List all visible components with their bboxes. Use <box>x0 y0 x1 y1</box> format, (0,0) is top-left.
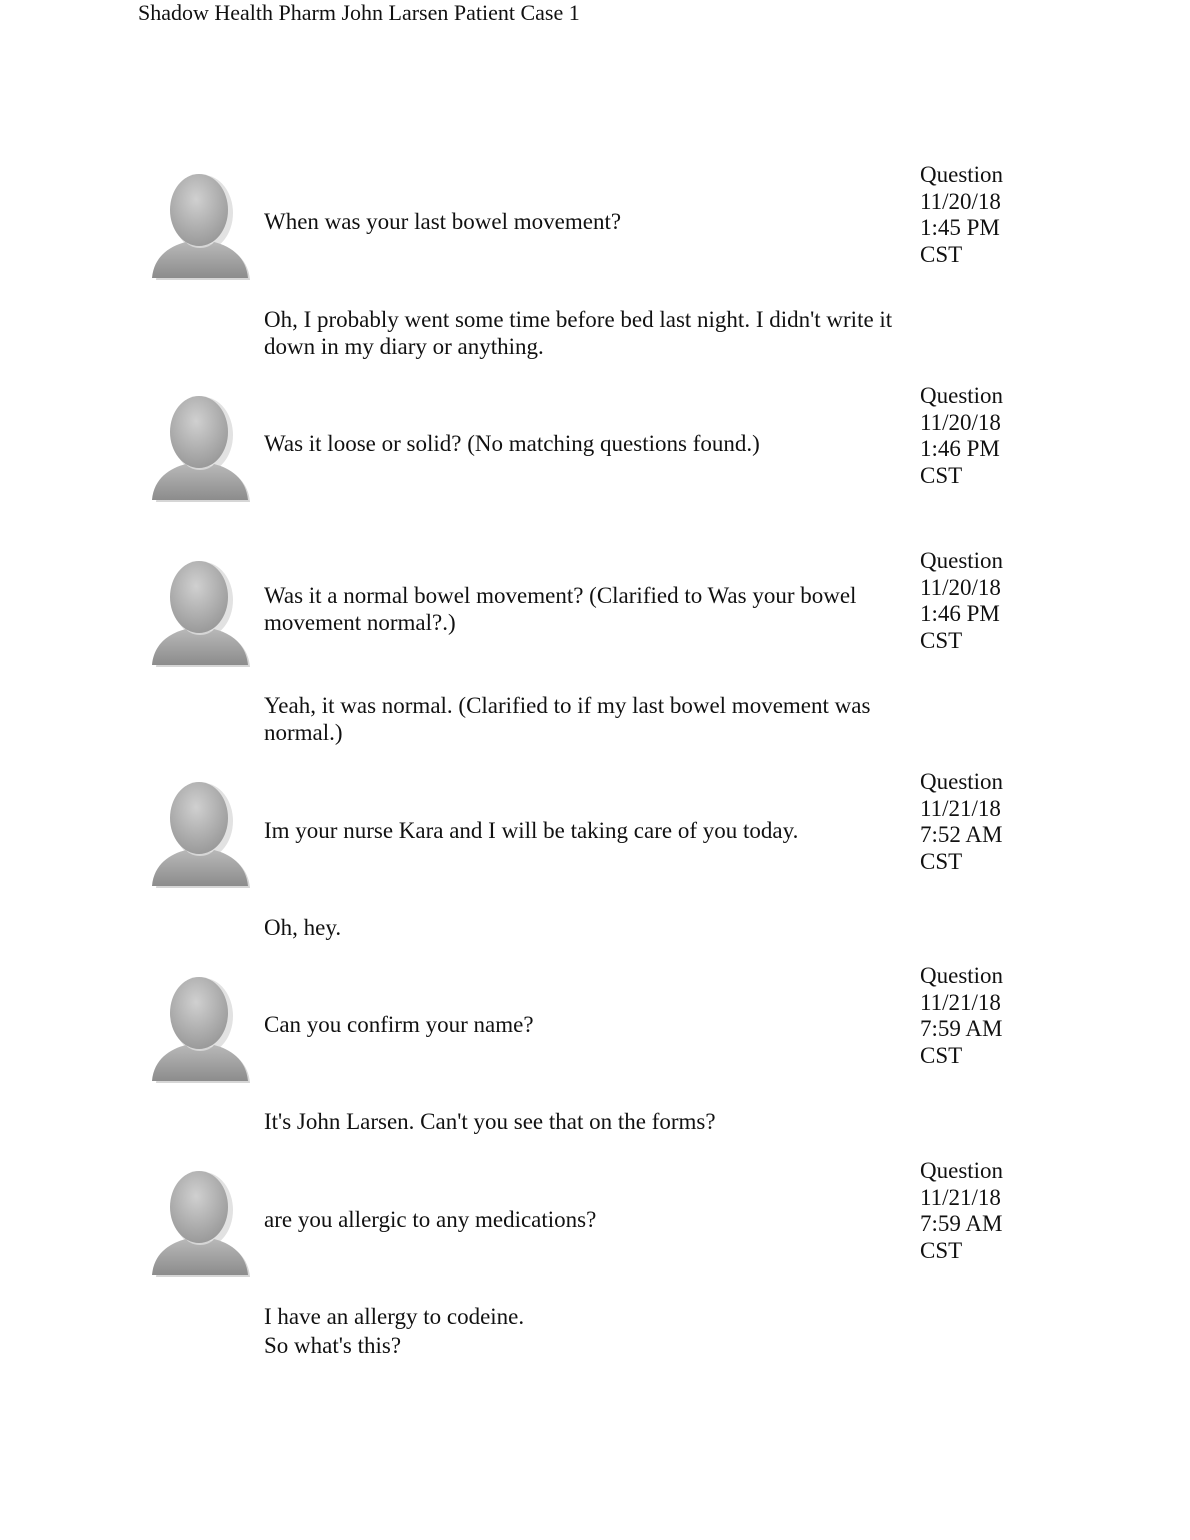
patient-answer <box>264 1302 904 1360</box>
question-text: Was it loose or solid? (No matching questions found.) <box>264 431 760 456</box>
question-text: Im your nurse Kara and I will be taking care of you today. <box>264 818 799 843</box>
question-meta <box>920 963 1030 1069</box>
question-meta <box>920 769 1030 875</box>
user-avatar-icon <box>150 776 250 888</box>
meta-time: 1:45 PM <box>920 215 1000 240</box>
meta-zone: CST <box>920 462 963 488</box>
meta-time: 1:46 PM <box>920 601 1000 626</box>
question-meta <box>920 383 1030 489</box>
meta-type: Question <box>920 1158 1004 1183</box>
patient-answer <box>264 1108 904 1135</box>
patient-answer <box>264 692 904 746</box>
meta-zone: CST <box>920 1042 963 1068</box>
answer-line: Yeah, it was normal. (Clarified to if my last bowel movement was normal.) <box>264 693 871 745</box>
question-meta <box>920 548 1030 654</box>
meta-type: Question <box>920 548 1004 573</box>
meta-time: 7:59 AM <box>920 1016 1003 1041</box>
answer-line: It's John Larsen. Can't you see that on the forms? <box>264 1109 716 1134</box>
meta-zone: CST <box>920 848 963 874</box>
meta-date: 11/20/18 <box>920 409 1001 435</box>
user-avatar-icon <box>150 168 250 280</box>
answer-line: Oh, I probably went some time before bed last night. I didn't write it down in my diary or anything. <box>264 307 893 359</box>
meta-zone: CST <box>920 1237 963 1263</box>
meta-zone: CST <box>920 241 963 267</box>
question-text: When was your last bowel movement? <box>264 209 622 234</box>
patient-answer <box>264 914 904 941</box>
user-avatar-icon <box>150 555 250 667</box>
user-avatar-icon <box>150 1165 250 1277</box>
meta-date: 11/21/18 <box>920 1184 1001 1210</box>
patient-answer <box>264 306 904 360</box>
meta-date: 11/20/18 <box>920 574 1001 600</box>
meta-zone: CST <box>920 627 963 653</box>
page-header-title: Shadow Health Pharm John Larsen Patient Case 1 <box>138 0 580 25</box>
question-meta <box>920 1158 1030 1264</box>
question-text: are you allergic to any medications? <box>264 1207 597 1232</box>
user-avatar-icon <box>150 971 250 1083</box>
question-text: Was it a normal bowel movement? (Clarified to Was your bowel movement normal?.) <box>264 583 857 635</box>
answer-line: So what's this? <box>264 1333 402 1358</box>
question-meta <box>920 162 1030 268</box>
answer-line: Oh, hey. <box>264 915 342 940</box>
meta-date: 11/21/18 <box>920 795 1001 821</box>
meta-type: Question <box>920 162 1004 187</box>
answer-line: I have an allergy to codeine. <box>264 1304 525 1329</box>
meta-date: 11/20/18 <box>920 188 1001 214</box>
question-text: Can you confirm your name? <box>264 1012 534 1037</box>
meta-date: 11/21/18 <box>920 989 1001 1015</box>
meta-time: 7:59 AM <box>920 1211 1003 1236</box>
meta-type: Question <box>920 769 1004 794</box>
user-avatar-icon <box>150 390 250 502</box>
meta-type: Question <box>920 383 1004 408</box>
meta-type: Question <box>920 963 1004 988</box>
meta-time: 7:52 AM <box>920 822 1003 847</box>
meta-time: 1:46 PM <box>920 436 1000 461</box>
